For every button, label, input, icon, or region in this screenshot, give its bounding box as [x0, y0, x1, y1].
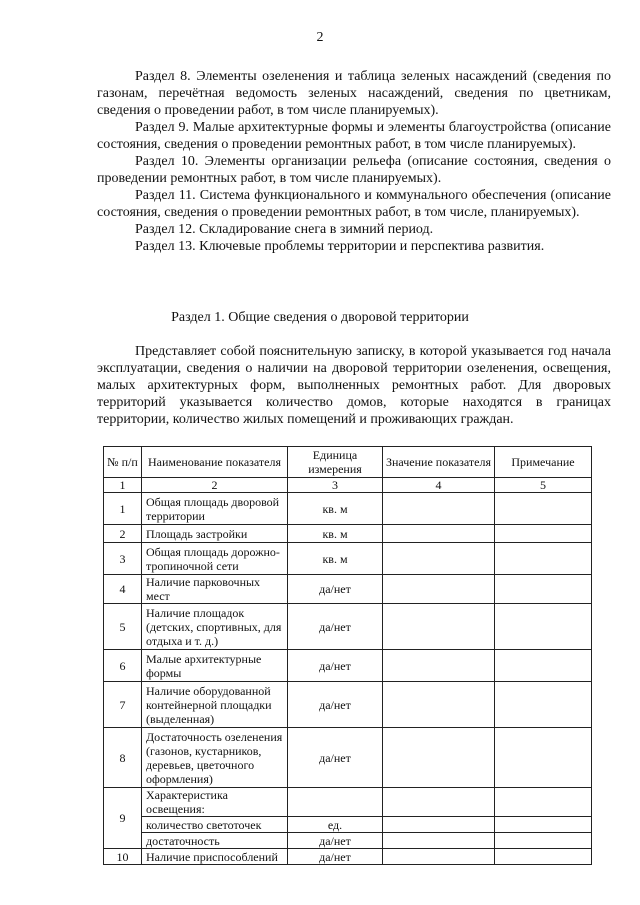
col-number: 2	[142, 478, 288, 493]
table-row	[104, 788, 592, 817]
row-name: Наличие парковочных мест	[142, 575, 288, 604]
row-name: Наличие оборудованной контейнерной площадки (выделенная)	[142, 682, 288, 728]
row-value-cell	[383, 604, 495, 650]
header-unit: Единица измерения	[288, 447, 383, 478]
row-unit: кв. м	[288, 525, 383, 543]
row-value-cell	[383, 817, 495, 833]
table-row	[104, 849, 592, 865]
header-note: Примечание	[495, 447, 592, 478]
row-num: 2	[104, 525, 142, 543]
header-name: Наименование показателя	[142, 447, 288, 478]
table-row	[104, 525, 592, 543]
row-name: Характеристика освещения:	[142, 788, 288, 817]
row-name: Общая площадь дворовой территории	[142, 493, 288, 525]
row-num: 1	[104, 493, 142, 525]
row-note-cell	[495, 788, 592, 817]
indicators-table	[103, 446, 592, 865]
table-row	[104, 682, 592, 728]
row-value-cell	[383, 728, 495, 788]
table-row	[104, 833, 592, 849]
row-unit: да/нет	[288, 604, 383, 650]
section-9-text: Раздел 9. Малые архитектурные формы и элементы благоустройства (описание состояния, сведения о проведении ремонтных работ, в том числе планируемых).	[97, 120, 611, 152]
row-unit: да/нет	[288, 849, 383, 865]
table-row	[104, 728, 592, 788]
row-name: достаточность	[142, 833, 288, 849]
table-row	[104, 650, 592, 682]
col-number: 4	[383, 478, 495, 493]
section-1-heading: Раздел 1. Общие сведения о дворовой территории	[171, 310, 469, 325]
section-13-text: Раздел 13. Ключевые проблемы территории и перспектива развития.	[135, 239, 545, 254]
row-name: Достаточность озеленения (газонов, кустарников, деревьев, цветочного оформления)	[142, 728, 288, 788]
section-12-text: Раздел 12. Складирование снега в зимний период.	[135, 222, 434, 237]
table-row	[104, 817, 592, 833]
row-note-cell	[495, 575, 592, 604]
row-note-cell	[495, 493, 592, 525]
row-value-cell	[383, 650, 495, 682]
col-number: 5	[495, 478, 592, 493]
table-row	[104, 604, 592, 650]
row-note-cell	[495, 849, 592, 865]
header-value: Значение показателя	[383, 447, 495, 478]
row-name: Малые архитектурные формы	[142, 650, 288, 682]
row-name: Общая площадь дорожно-тропиночной сети	[142, 543, 288, 575]
section-11-text: Раздел 11. Система функционального и коммунального обеспечения (описание состояния, сведения о проведении ремонтных работ, в том числе, планируемых).	[97, 188, 611, 220]
row-note-cell	[495, 543, 592, 575]
row-value-cell	[383, 525, 495, 543]
table-row	[104, 543, 592, 575]
row-unit: да/нет	[288, 575, 383, 604]
row-num: 4	[104, 575, 142, 604]
page-number: 2	[316, 30, 324, 45]
row-name: Площадь застройки	[142, 525, 288, 543]
row-name: количество светоточек	[142, 817, 288, 833]
row-num: 6	[104, 650, 142, 682]
row-name: Наличие площадок (детских, спортивных, для отдыха и т. д.)	[142, 604, 288, 650]
col-number: 3	[288, 478, 383, 493]
row-value-cell	[383, 788, 495, 817]
intro-paragraph: Представляет собой пояснительную записку, в которой указывается год начала эксплуатации, сведения о наличии на дворовой территории озеленения, освещения, малых архитектурных форм, выполненных ремонтных работ. Для дворовых территорий указывается количество домов, которые находятся в границах территории, количество жилых помещений и проживающих граждан.	[97, 344, 611, 427]
row-value-cell	[383, 682, 495, 728]
sections-list	[97, 68, 611, 255]
row-num: 10	[104, 849, 142, 865]
row-name: Наличие приспособлений	[142, 849, 288, 865]
row-unit: кв. м	[288, 543, 383, 575]
row-note-cell	[495, 650, 592, 682]
header-num: № п/п	[104, 447, 142, 478]
section-10-text: Раздел 10. Элементы организации рельефа (описание состояния, сведения о проведении ремонтных работ, в том числе планируемых).	[97, 154, 611, 186]
row-value-cell	[383, 493, 495, 525]
row-unit: да/нет	[288, 833, 383, 849]
section-8-text: Раздел 8. Элементы озеленения и таблица зеленых насаждений (сведения по газонам, перечётная ведомость зеленых насаждений, сведения по цветникам, сведения о проведении работ, в том числе планируемых).	[97, 69, 611, 118]
row-value-cell	[383, 575, 495, 604]
row-note-cell	[495, 604, 592, 650]
row-unit: да/нет	[288, 650, 383, 682]
row-unit: ед.	[288, 817, 383, 833]
row-num: 9	[104, 788, 142, 849]
row-num: 8	[104, 728, 142, 788]
row-value-cell	[383, 833, 495, 849]
row-unit: да/нет	[288, 682, 383, 728]
row-value-cell	[383, 543, 495, 575]
row-num: 5	[104, 604, 142, 650]
row-note-cell	[495, 682, 592, 728]
column-number-row	[104, 478, 592, 493]
row-unit: кв. м	[288, 493, 383, 525]
row-note-cell	[495, 833, 592, 849]
row-value-cell	[383, 849, 495, 865]
row-note-cell	[495, 817, 592, 833]
table-header-row	[104, 447, 592, 478]
col-number: 1	[104, 478, 142, 493]
row-note-cell	[495, 525, 592, 543]
table-row	[104, 493, 592, 525]
row-num: 7	[104, 682, 142, 728]
row-note-cell	[495, 728, 592, 788]
row-num: 3	[104, 543, 142, 575]
row-unit: да/нет	[288, 728, 383, 788]
row-unit-cell	[288, 788, 383, 817]
table-row	[104, 575, 592, 604]
